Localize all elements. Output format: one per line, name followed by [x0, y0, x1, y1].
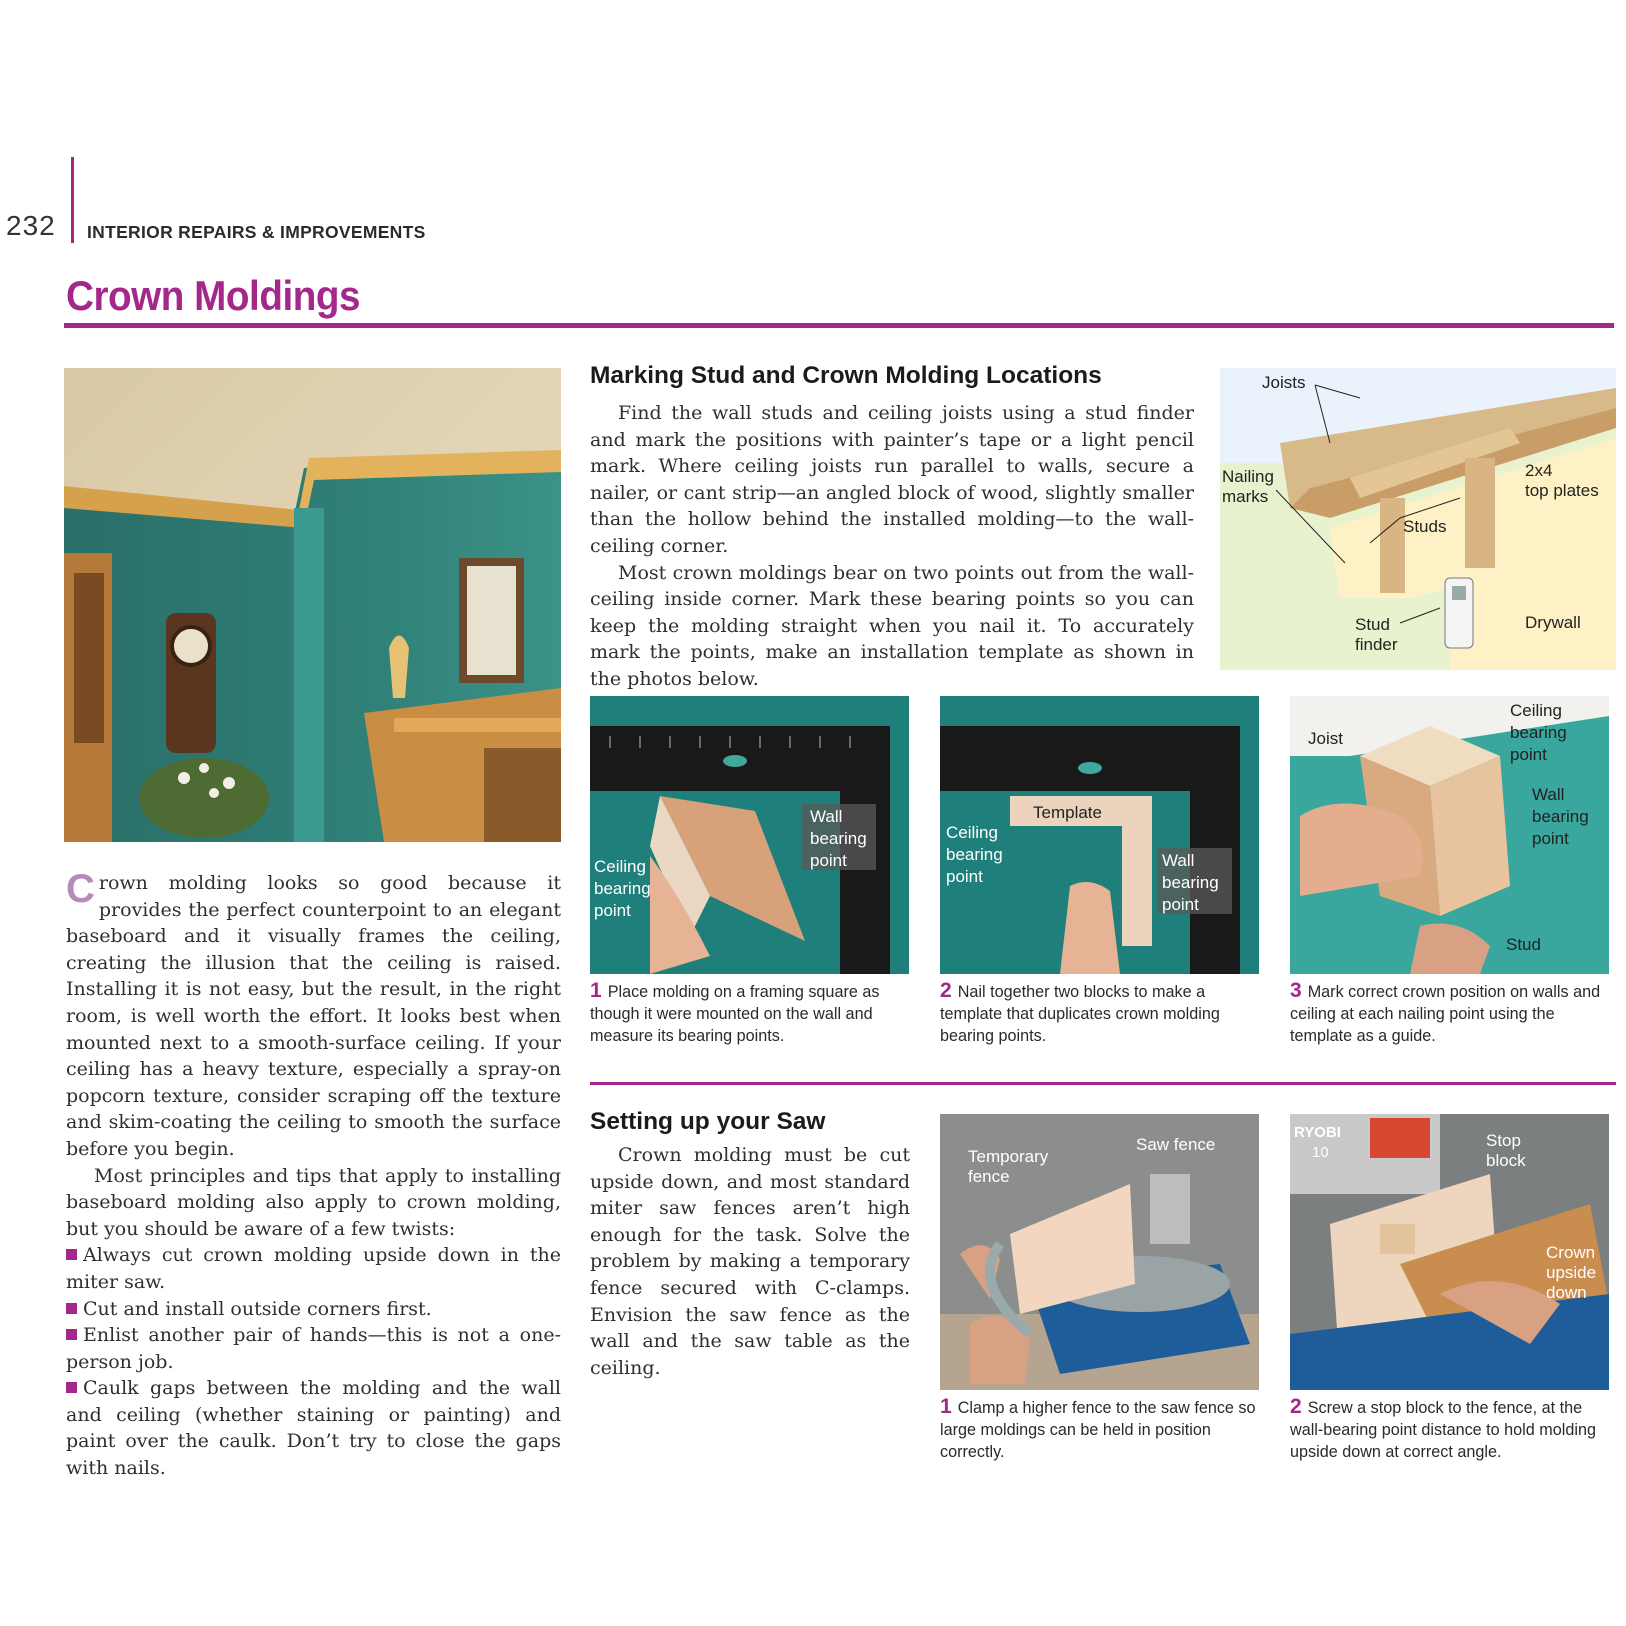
label-stop-block: block [1486, 1151, 1526, 1170]
bullet-item: Cut and install outside corners first. [66, 1296, 561, 1323]
label-wall-bearing-point: bearing [810, 829, 867, 848]
saw-heading: Setting up your Saw [590, 1108, 826, 1135]
marking-text [590, 400, 1194, 693]
label-wall-bearing-point: Wall [1532, 785, 1565, 804]
label-brand: RYOBI [1294, 1124, 1341, 1141]
running-head: INTERIOR REPAIRS & IMPROVEMENTS [87, 222, 426, 242]
saw-text [590, 1142, 910, 1381]
label-template: Template [1033, 803, 1102, 822]
label-saw-fence: Saw fence [1136, 1135, 1216, 1154]
label-top-plates: 2x4 [1525, 461, 1553, 480]
title-rule [64, 323, 1614, 328]
step-photo-2 [940, 696, 1259, 974]
label-crown-upside-down: down [1546, 1283, 1587, 1302]
saw-photo-2 [1290, 1114, 1609, 1390]
label-wall-bearing-point: bearing [1532, 807, 1589, 826]
step-photo-3 [1290, 696, 1609, 974]
bullet-item: Enlist another pair of hands—this is not a one-person job. [66, 1324, 561, 1373]
label-ceiling-bearing-point: bearing [594, 879, 651, 898]
saw-paragraph: Crown molding must be cut upside down, and most standard miter saw fences aren’t high enough for the task. Solve the problem by making a temporary fence secured with C-clamps. Envision the saw fence as the wall and the saw table as the ceiling. [590, 1144, 910, 1379]
label-crown-upside-down: Crown [1546, 1243, 1596, 1262]
header-rule [71, 157, 74, 243]
page-title: Crown Moldings [66, 272, 361, 319]
marking-paragraph-2: Most crown moldings bear on two points out from the wall-ceiling inside corner. Mark these bearing points so you can keep the molding straight when you nail it. To accurately mark the points, make an installation template as shown in the photos below. [590, 561, 1194, 690]
bullet-square-icon [66, 1329, 77, 1340]
label-joist: Joist [1308, 729, 1343, 748]
label-wall-bearing-point: bearing [1162, 873, 1219, 892]
intro-text [66, 867, 561, 1482]
saw-caption-1: 1 Clamp a higher fence to the saw fence so large moldings can be held in position correctly. [940, 1395, 1256, 1461]
label-wall-bearing-point: Wall [1162, 851, 1195, 870]
label-wall-bearing-point: point [1162, 895, 1199, 914]
label-stud-finder: Stud [1355, 615, 1390, 634]
label-crown-upside-down: upside [1546, 1263, 1597, 1282]
label-joists: Joists [1262, 373, 1306, 392]
label-stop-block: Stop [1486, 1131, 1521, 1150]
section-divider [590, 1082, 1616, 1085]
label-ceiling-bearing-point: bearing [946, 845, 1003, 864]
saw-photo-1 [940, 1114, 1259, 1390]
label-nailing-marks: marks [1222, 487, 1269, 506]
page-number: 232 [6, 210, 56, 241]
label-stud-finder: finder [1355, 635, 1398, 654]
step-photo-1 [590, 696, 909, 974]
room-photo [64, 368, 561, 842]
label-ceiling-bearing-point: Ceiling [946, 823, 998, 842]
label-wall-bearing-point: Wall [810, 807, 843, 826]
marking-paragraph-1: Find the wall studs and ceiling joists using a stud finder and mark the positions with painter’s tape or a light pencil mark. Where ceiling joists run parallel to walls, secure a nailer, or cant strip—an angled block of wood, slightly smaller than the hollow behind the installed molding—to the wall-ceiling corner. [590, 402, 1194, 557]
label-stud: Stud [1506, 935, 1541, 954]
dropcap: C [66, 867, 95, 911]
label-ceiling-bearing-point: point [946, 867, 983, 886]
label-ceiling-bearing-point: Ceiling [1510, 701, 1562, 720]
framing-diagram [1220, 368, 1616, 670]
intro-paragraph-1: Crown molding looks so good because it provides the perfect counterpoint to an elegant baseboard and it visually frames the ceiling, creating the illusion that the ceiling is raised. Installing it is not easy, but the result, in the right room, is well worth the effort. It looks best when mounted next to a smooth-surface ceiling. If your ceiling has a heavy texture, especially a spray-on popcorn texture, consider scraping off the texture and skim-coating the ceiling to smooth the surface before you begin. [66, 867, 561, 1160]
bullet-square-icon [66, 1303, 77, 1314]
step-caption-1: 1 Place molding on a framing square as though it were mounted on the wall and measure its bearing points. [590, 979, 880, 1045]
label-temporary-fence: fence [968, 1167, 1010, 1186]
marking-heading: Marking Stud and Crown Molding Locations [590, 362, 1102, 389]
bullet-square-icon [66, 1249, 77, 1260]
label-top-plates: top plates [1525, 481, 1599, 500]
label-ceiling-bearing-point: bearing [1510, 723, 1567, 742]
label-drywall: Drywall [1525, 613, 1581, 632]
label-temporary-fence: Temporary [968, 1147, 1049, 1166]
label-ceiling-bearing-point: point [1510, 745, 1547, 764]
bullet-item: Always cut crown molding upside down in the miter saw. [66, 1244, 561, 1293]
saw-caption-2: 2 Screw a stop block to the fence, at the wall-bearing point distance to hold molding upside down at correct angle. [1290, 1395, 1596, 1461]
label-ceiling-bearing-point: point [594, 901, 631, 920]
label-wall-bearing-point: point [1532, 829, 1569, 848]
label-ceiling-bearing-point: Ceiling [594, 857, 646, 876]
label-model: 10 [1312, 1144, 1329, 1161]
bullet-item: Caulk gaps between the molding and the wall and ceiling (whether staining or painting) and paint over the caulk. Don’t try to close the gaps with nails. [66, 1377, 561, 1480]
label-studs: Studs [1403, 517, 1447, 536]
label-nailing-marks: Nailing [1222, 467, 1274, 486]
bullet-square-icon [66, 1382, 77, 1393]
step-caption-2: 2 Nail together two blocks to make a template that duplicates crown molding bearing points. [940, 979, 1220, 1045]
label-wall-bearing-point: point [810, 851, 847, 870]
intro-paragraph-2: Most principles and tips that apply to installing baseboard molding also apply to crown molding, but you should be aware of a few twists: [66, 1164, 561, 1240]
step-caption-3: 3 Mark correct crown position on walls and ceiling at each nailing point using the template as a guide. [1290, 979, 1601, 1045]
